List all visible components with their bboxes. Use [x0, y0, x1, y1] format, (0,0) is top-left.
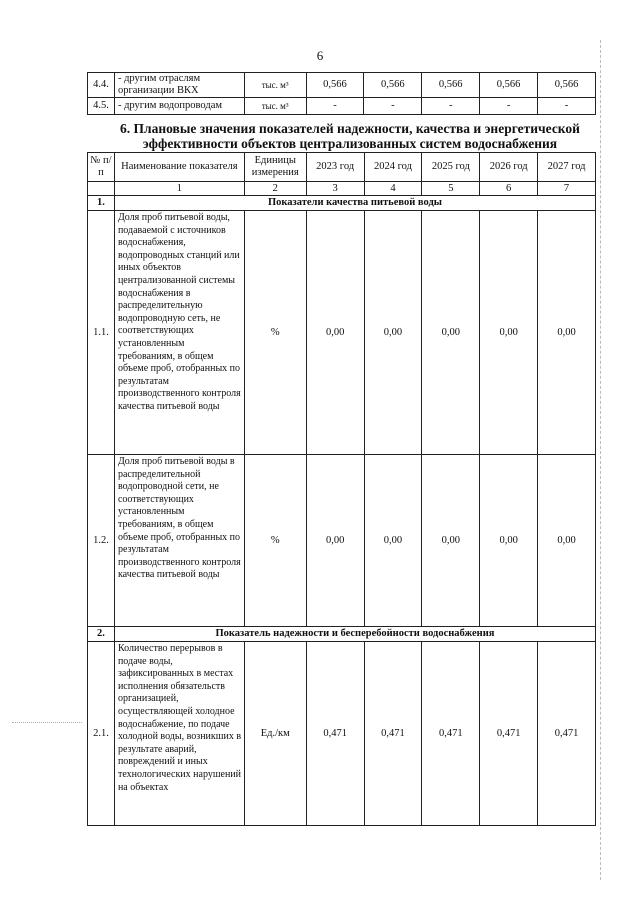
- table-row: [88, 98, 596, 115]
- row-number: 1.1.: [88, 211, 115, 455]
- section-row: [88, 196, 596, 211]
- indicator-name: Количество перерывов в подаче воды, зафиксированных в местах исполнения обязательств организацией, осуществляющей холодное водоснабжение, по подаче холодной воды, возникших в результате аварий, повреждений и иных технологических нарушений на объектах: [114, 642, 244, 826]
- indicator-name: - другим водопроводам: [114, 98, 244, 115]
- section-heading: [100, 121, 600, 151]
- header-year: 2026 год: [480, 153, 538, 182]
- value-cell: 0,471: [422, 642, 480, 826]
- unit-cell: тыс. м³: [244, 98, 306, 115]
- page-number: 6: [316, 48, 324, 63]
- table-row: [88, 455, 596, 627]
- value-cell: 0,566: [538, 73, 596, 98]
- value-cell: 0,566: [422, 73, 480, 98]
- value-cell: 0,00: [364, 211, 422, 455]
- column-number: 1: [114, 182, 244, 196]
- unit-cell: %: [244, 211, 306, 455]
- unit-cell: %: [244, 455, 306, 627]
- section-heading-line1: 6. Плановые значения показателей надежности, качества и энергетической: [120, 121, 580, 136]
- indicators-table: [87, 152, 596, 826]
- header-year: 2023 год: [306, 153, 364, 182]
- column-number-row: [88, 182, 596, 196]
- continuation-table: [87, 72, 596, 115]
- value-cell: 0,566: [364, 73, 422, 98]
- value-cell: -: [364, 98, 422, 115]
- value-cell: -: [422, 98, 480, 115]
- column-number: 7: [538, 182, 596, 196]
- value-cell: 0,00: [538, 455, 596, 627]
- value-cell: 0,471: [306, 642, 364, 826]
- column-number: 2: [244, 182, 306, 196]
- table-row: [88, 73, 596, 98]
- column-number: [88, 182, 115, 196]
- section-number: 1.: [88, 196, 115, 211]
- value-cell: -: [480, 98, 538, 115]
- value-cell: 0,00: [480, 211, 538, 455]
- value-cell: 0,00: [538, 211, 596, 455]
- indicator-name: Доля проб питьевой воды, подаваемой с источников водоснабжения, водопроводных станций или иных объектов централизованной системы водоснабжения в распределительную водопроводную сеть, не соответствующих установленным требованиям, в общем объеме проб, отобранных по результатам производственного контроля качества питьевой воды: [114, 211, 244, 455]
- table-row: [88, 211, 596, 455]
- value-cell: 0,471: [364, 642, 422, 826]
- row-number: 4.4.: [88, 73, 115, 98]
- unit-cell: Ед./км: [244, 642, 306, 826]
- section-title: Показатели качества питьевой воды: [114, 196, 595, 211]
- column-number: 4: [364, 182, 422, 196]
- row-number: 2.1.: [88, 642, 115, 826]
- value-cell: 0,00: [422, 455, 480, 627]
- column-number: 6: [480, 182, 538, 196]
- header-unit: Единицы измерения: [244, 153, 306, 182]
- scan-margin-line: [600, 40, 602, 880]
- value-cell: 0,00: [306, 455, 364, 627]
- column-number: 5: [422, 182, 480, 196]
- section-number: 2.: [88, 627, 115, 642]
- header-row: [88, 153, 596, 182]
- section-heading-line2: эффективности объектов централизованных систем водоснабжения: [142, 136, 558, 151]
- header-year: 2024 год: [364, 153, 422, 182]
- value-cell: 0,471: [480, 642, 538, 826]
- header-year: 2027 год: [538, 153, 596, 182]
- unit-cell: тыс. м³: [244, 73, 306, 98]
- indicator-name: - другим отраслям организации ВКХ: [114, 73, 244, 98]
- value-cell: 0,471: [538, 642, 596, 826]
- section-row: [88, 627, 596, 642]
- header-name: Наименование показателя: [114, 153, 244, 182]
- value-cell: 0,00: [364, 455, 422, 627]
- column-number: 3: [306, 182, 364, 196]
- value-cell: 0,00: [480, 455, 538, 627]
- indicator-name: Доля проб питьевой воды в распределительной водопроводной сети, не соответствующих установленным требованиям, в общем объеме проб, отобранных по результатам производственного контроля качества питьевой воды: [114, 455, 244, 627]
- row-number: 4.5.: [88, 98, 115, 115]
- value-cell: 0,00: [306, 211, 364, 455]
- table-row: [88, 642, 596, 826]
- scan-artifact: [12, 722, 82, 723]
- value-cell: 0,566: [480, 73, 538, 98]
- value-cell: 0,566: [306, 73, 364, 98]
- section-title: Показатель надежности и бесперебойности водоснабжения: [114, 627, 595, 642]
- header-year: 2025 год: [422, 153, 480, 182]
- row-number: 1.2.: [88, 455, 115, 627]
- value-cell: -: [538, 98, 596, 115]
- value-cell: 0,00: [422, 211, 480, 455]
- value-cell: -: [306, 98, 364, 115]
- header-num: № п/п: [88, 153, 115, 182]
